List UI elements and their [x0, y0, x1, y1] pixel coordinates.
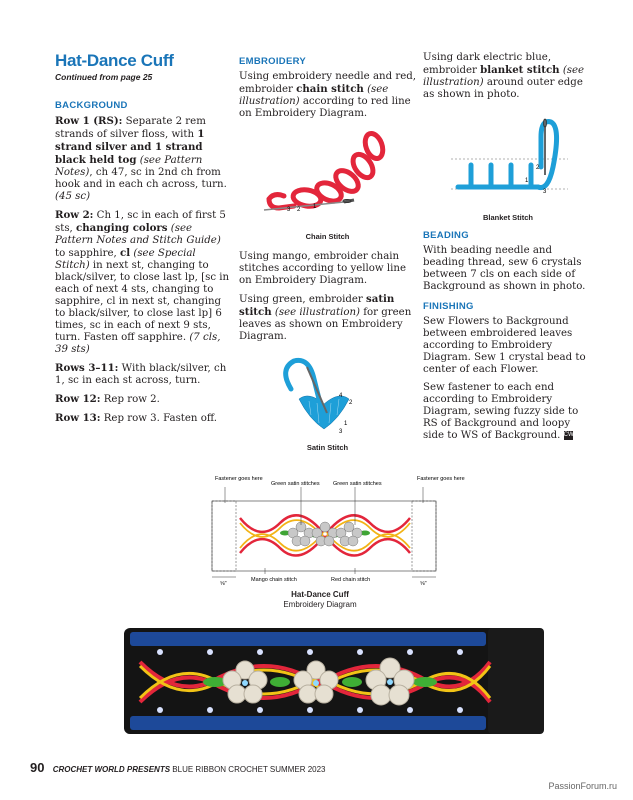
blanket-num-1: 1 [525, 178, 529, 184]
chain-num-3: 3 [287, 207, 291, 213]
satin-num-3: 3 [339, 429, 343, 435]
end-mark-icon: CW [563, 431, 574, 438]
chain-num-1: 1 [313, 204, 317, 210]
chain-caption: Chain Stitch [305, 232, 350, 241]
rows-3-11: Rows 3–11: With black/silver, ch 1, sc in each st across, turn. [55, 362, 227, 386]
dim-left-label: ⅝" [220, 581, 227, 587]
chain-num-2: 2 [297, 207, 301, 213]
red-label: Red chain stitch [331, 577, 371, 583]
fastener-left-label: Fastener goes here [215, 476, 263, 482]
fastener-right-label: Fastener goes here [417, 476, 465, 482]
beading-p1: With beading needle and beading thread, sew 6 crystals between 7 cls on each side of Background as shown in photo. [423, 245, 586, 292]
mango-label: Mango chain stitch [251, 577, 297, 583]
page-number: 90 [30, 760, 45, 775]
blanket-num-3: 3 [543, 189, 547, 195]
satin-caption: Satin Stitch [306, 443, 349, 452]
row-13: Row 13: Rep row 3. Fasten off. [55, 412, 217, 424]
issue-name: BLUE RIBBON CROCHET SUMMER 2023 [172, 765, 326, 774]
chain-stitch-illustration [239, 126, 416, 241]
satin-stitch-illustration [239, 349, 416, 452]
diagram-caption-title: Hat-Dance Cuff [291, 590, 349, 599]
satin-stitch-svg [239, 349, 416, 441]
blanket-caption: Blanket Stitch [482, 213, 533, 222]
row-2: Row 2: Ch 1, sc in each of first 5 sts, changing colors (see Pattern Notes and Stitch Guide) to sapphire, cl (see Special Stitch) in next st, changing to black/silver, to close last lp, [sc in each of next 4 sts, changing to sapphire, cl in next st, changing to black/silver, to close last lp] 6 times, sc in each of next 9 sts, turn. Fasten off sapphire. (7 cls, 39 sts) [55, 209, 230, 355]
blanket-stitch-svg [423, 107, 593, 215]
background-heading: BACKGROUND [55, 100, 128, 111]
row-1: Row 1 (RS): Separate 2 rem strands of silver floss, with 1 strand silver and 1 strand black held tog (see Pattern Notes), ch 47, sc in 2nd ch from hook and in each ch across, turn. (45 sc) [55, 115, 227, 202]
embroidery-p3: Using green, embroider satin stitch (see illustration) for green leaves as shown on Embroidery Diagram. [239, 293, 412, 342]
continued-note: Continued from page 25 [55, 72, 153, 82]
embroidery-diagram [205, 473, 465, 587]
column-1 [55, 52, 233, 431]
page-title: Hat-Dance Cuff [55, 51, 174, 70]
watermark: PassionForum.ru [548, 781, 617, 791]
blanket-p1: Using dark electric blue, embroider blanket stitch (see illustration) around outer edge as shown in photo. [423, 52, 585, 100]
dim-right-label: ⅝" [420, 581, 427, 587]
satin-num-2: 2 [349, 400, 353, 406]
beading-heading: BEADING [423, 230, 469, 241]
satin-num-4: 4 [339, 393, 343, 399]
finishing-p2: Sew fastener to each end according to Embroidery Diagram, sewing fuzzy side to RS of Background and loopy side to WS of Background. CW [423, 382, 579, 441]
cuff-photo [120, 622, 548, 740]
embroidery-heading: EMBROIDERY [239, 56, 307, 67]
embroidery-p2: Using mango, embroider chain stitches according to yellow line on Embroidery Diagram. [239, 251, 406, 286]
green-left-label: Green satin stitches [271, 481, 320, 487]
row-12: Row 12: Rep row 2. [55, 393, 160, 405]
column-2 [239, 56, 416, 452]
footer [30, 760, 326, 775]
finishing-heading: FINISHING [423, 301, 474, 312]
green-right-label: Green satin stitches [333, 481, 382, 487]
blanket-num-2: 2 [536, 165, 540, 171]
blanket-stitch-illustration [423, 107, 593, 222]
diagram-caption [200, 590, 440, 610]
chain-stitch-svg [239, 126, 416, 236]
satin-num-1: 1 [344, 421, 348, 427]
embroidery-p1: Using embroidery needle and red, embroider chain stitch (see illustration) according to red line on Embroidery Diagram. [239, 71, 416, 119]
finishing-p1: Sew Flowers to Background between embroidered leaves according to Embroidery Diagram. Sew 1 crystal bead to center of each Flower. [423, 316, 586, 375]
diagram-caption-sub: Embroidery Diagram [283, 600, 357, 609]
magazine-name: CROCHET WORLD PRESENTS [52, 765, 171, 774]
column-3 [423, 52, 593, 448]
